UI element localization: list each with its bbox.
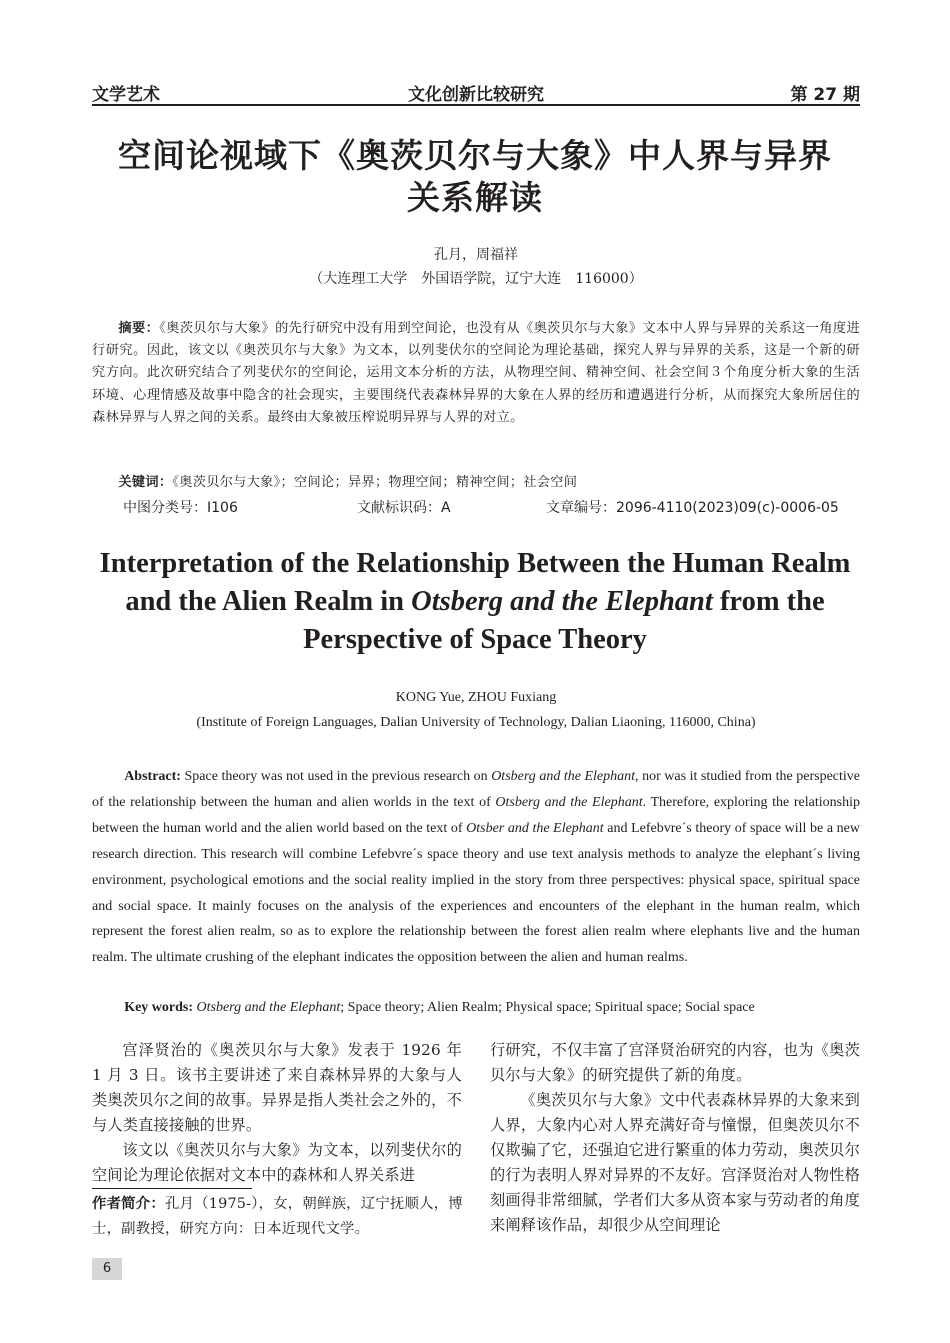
title-en-line3: Perspective of Space Theory (303, 624, 647, 655)
body-paragraph: 《奥茨贝尔与大象》文中代表森林异界的大象来到人界，大象内心对人界充满好奇与憧憬，但奥茨贝尔不仅欺骗了它，还强迫它进行繁重的体力劳动，奥茨贝尔的行为表明人界对异界的不友好。宫泽贤治对人物性格刻画得非常细腻，学者们大多从资本家与劳动者的角度来阐释该作品，却很少从空间理论 (490, 1091, 860, 1234)
title-zh-line1: 空间论视域下《奥茨贝尔与大象》中人界与异界 (118, 136, 832, 175)
title-en-line2-prefix: and the Alien Realm in (125, 586, 412, 617)
article-number: 文章编号：2096-4110(2023)09(c)-0006-05 (546, 500, 839, 516)
authors-zh: 孔月，周福祥 (434, 247, 518, 263)
abstract-zh-text: 《奥茨贝尔与大象》的先行研究中没有用到空间论，也没有从《奥茨贝尔与大象》文本中人界与异界的关系这一角度进行研究。因此，该文以《奥茨贝尔与大象》为文本，以列斐伏尔的空间论为理论基础，探究人界与异界的关系，这是一个新的研究方向。此次研究结合了列斐伏尔的空间论，运用文本分析的方法，从物理空间、精神空间、社会空间３个角度分析大象的生活环境、心理情感及故事中隐含的社会现实，主要围绕代表森林异界的大象在人界的经历和遭遇进行分析，从而探究大象所居住的森林异界与人界之间的关系。最终由大象被压榨说明异界与人界的对立。 (92, 321, 860, 425)
body-paragraph: 该文以《奥茨贝尔与大象》为文本，以列斐伏尔的空间论为理论依据对文本中的森林和人界关系进 (92, 1141, 462, 1184)
abstract-en-italic-2: Otsberg and the Elephant (495, 794, 643, 810)
clc-number: 中图分类号：I106 (123, 500, 238, 516)
body-paragraph: 行研究，不仅丰富了宫泽贤治研究的内容，也为《奥茨贝尔与大象》的研究提供了新的角度。 (490, 1041, 860, 1084)
body-right-column (490, 1038, 860, 1238)
authors-en: KONG Yue, ZHOU Fuxiang (395, 690, 557, 705)
abstract-en-italic-3: Otsber and the Elephant (466, 820, 604, 836)
affiliation-en: (Institute of Foreign Languages, Dalian University of Technology, Dalian Liaoning, 116000, China) (196, 715, 756, 730)
abstract-en-text-3: . Therefore, exploring the relationship between the human world and the alien world based on the text of (92, 794, 860, 836)
keywords-zh-text: 《奥茨贝尔与大象》；空间论；异界；物理空间；精神空间；社会空间 (172, 475, 578, 490)
keywords-en-text: ; Space theory; Alien Realm; Physical space; Spiritual space; Social space (340, 1000, 755, 1015)
document-code: 文献标识码：A (357, 500, 451, 516)
header-rule (92, 104, 860, 106)
keywords-en-italic: Otsberg and the Elephant (193, 1000, 341, 1015)
abstract-en-label: Abstract: (124, 769, 181, 784)
abstract-en-text-1: Space theory was not used in the previous research on (180, 769, 492, 784)
title-en-work-title: Otsberg and the Elephant (411, 586, 713, 617)
author-footnote (92, 1192, 464, 1242)
title-en-line1: Interpretation of the Relationship Between the Human Realm (99, 548, 851, 579)
abstract-zh (92, 318, 860, 429)
abstract-en-text-4: and Lefebvre´s theory of space will be a new research direction. This research will combine Lefebvre´s space theory and use text analysis methods to analyze the elephant´s living environment, psychological emotions and the social reality implied in the story from three perspectives: physical space, spiritual space and social space. It mainly focuses on the analysis of the experiences and encounters of the elephant in the human realm, which represent the forest alien realm, so as to explore the relationship between the forest alien realm where elephants live and the human realm. The ultimate crushing of the elephant indicates the opposition between the alien and human realms. (92, 820, 860, 966)
abstract-en (92, 764, 860, 971)
abstract-zh-label: 摘要： (118, 321, 160, 336)
running-header-center: 文化创新比较研究 (408, 85, 544, 105)
keywords-en (92, 995, 860, 1021)
keywords-zh-label: 关键词： (118, 475, 173, 490)
affiliation-zh: （大连理工大学 外国语学院，辽宁大连 116000） (309, 271, 643, 287)
footnote-text: 孔月（1975-），女，朝鲜族，辽宁抚顺人，博士，副教授，研究方向：日本近现代文学。 (92, 1196, 463, 1237)
title-en-line2-suffix: from the (712, 586, 825, 617)
abstract-en-text-2: , nor was it studied from the perspective of the relationship between the human and alien worlds in the text of (92, 769, 860, 810)
footnote-label: 作者简介： (92, 1196, 165, 1212)
footnote-rule (92, 1188, 252, 1189)
running-header-right: 第 27 期 (790, 85, 860, 105)
keywords-zh (92, 472, 860, 494)
body-left-column (92, 1038, 462, 1188)
body-paragraph: 宫泽贤治的《奥茨贝尔与大象》发表于 1926 年 1 月 3 日。该书主要讲述了来自森林异界的大象与人类奥茨贝尔之间的故事。异界是指人类社会之外的，不与人类直接接触的世界。 (92, 1041, 462, 1134)
title-en-line2 (60, 586, 890, 618)
keywords-en-label: Key words: (124, 1000, 194, 1015)
running-header-left: 文学艺术 (92, 85, 160, 105)
title-zh-line2: 关系解读 (407, 178, 543, 217)
abstract-en-italic-1: Otsberg and the Elephant (491, 769, 636, 784)
page-number: 6 (92, 1258, 122, 1280)
